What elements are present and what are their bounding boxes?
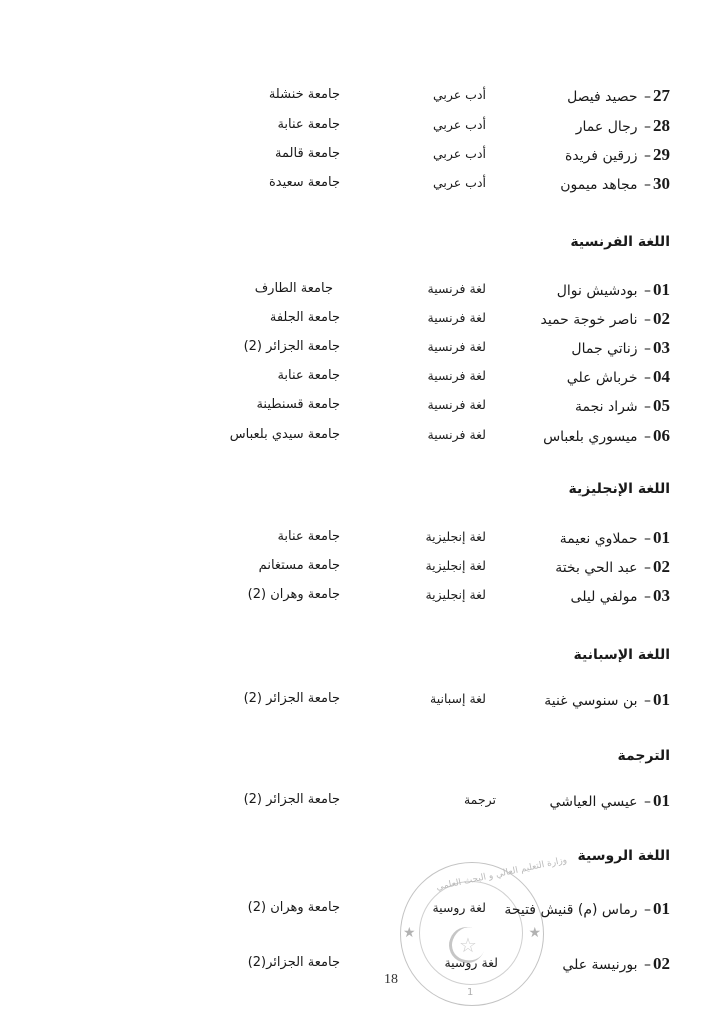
section-heading-translation: الترجمة (617, 748, 670, 764)
entry-university: جامعة قالمة (275, 146, 340, 161)
entry-university: جامعة وهران (2) (247, 900, 340, 915)
entry-specialty: أدب عربي (432, 117, 486, 132)
entry-name: 01– بن سنوسي غنية (544, 690, 670, 709)
list-item (0, 280, 718, 306)
entry-specialty: لغة إنجليزية (425, 587, 486, 602)
entry-name: 01– رماس (م) قنيش فتيحة (504, 899, 670, 918)
list-item (0, 690, 718, 716)
entry-specialty: أدب عربي (432, 175, 486, 190)
stamp-text: وزارة التعليم العالي و البحث العلمي (435, 855, 568, 893)
entry-name: 01– حملاوي نعيمة (559, 528, 670, 547)
entry-university: جامعة الجلفة (269, 310, 340, 325)
entry-university: جامعة الجزائر (2) (243, 691, 340, 706)
entry-specialty: أدب عربي (432, 146, 486, 161)
star-icon: ★ (528, 925, 541, 941)
entry-name: 04– خرباش علي (566, 367, 670, 386)
entry-specialty: لغة فرنسية (427, 427, 486, 442)
entry-name: 27– حصيد فيصل (567, 86, 670, 105)
official-stamp (400, 855, 568, 1006)
list-item (0, 954, 718, 980)
entry-name: 05– شراد نجمة (574, 396, 670, 415)
list-item (0, 396, 718, 422)
entry-specialty: ترجمة (463, 792, 496, 807)
list-item (0, 899, 718, 925)
entry-specialty: لغة إنجليزية (425, 529, 486, 544)
entry-name: 29– زرقين فريدة (565, 145, 670, 164)
list-item (0, 586, 718, 612)
entry-university: جامعة قسنطينة (256, 397, 340, 412)
entry-name: 01– بودشيش نوال (556, 280, 670, 299)
entry-specialty: لغة فرنسية (427, 339, 486, 354)
list-item (0, 116, 718, 142)
entry-specialty: لغة فرنسية (427, 397, 486, 412)
entry-name: 28– رجال عمار (575, 116, 670, 135)
entry-specialty: لغة فرنسية (427, 368, 486, 383)
list-item (0, 557, 718, 583)
entry-specialty: أدب عربي (432, 87, 486, 102)
entry-specialty: لغة إنجليزية (425, 558, 486, 573)
entry-name: 02– عبد الحي بختة (555, 557, 670, 576)
star-icon: ★ (403, 925, 416, 941)
entry-name: 02– ناصر خوجة حميد (540, 309, 670, 328)
entry-university: جامعة الجزائر(2) (247, 955, 340, 970)
list-item (0, 528, 718, 554)
list-item (0, 791, 718, 817)
entry-university: جامعة وهران (2) (247, 587, 340, 602)
entry-specialty: لغة إسبانية (430, 691, 486, 706)
section-heading-russian: اللغة الروسية (577, 848, 670, 864)
entry-university: جامعة الجزائر (2) (243, 339, 340, 354)
entry-university: جامعة الطارف (254, 281, 333, 296)
entry-university: جامعة مستغانم (258, 558, 340, 573)
entry-name: 06– ميسوري بلعباس (543, 426, 670, 445)
entry-name: 30– مجاهد ميمون (560, 174, 670, 193)
list-item (0, 174, 718, 200)
entry-university: جامعة عنابة (277, 529, 340, 544)
section-heading-english: اللغة الإنجليزية (568, 481, 670, 497)
entry-name: 03– زناتي جمال (571, 338, 670, 357)
list-item (0, 426, 718, 452)
stamp-number: 1 (467, 987, 474, 998)
entry-university: جامعة عنابة (277, 368, 340, 383)
entry-university: جامعة سعيدة (268, 175, 340, 190)
entry-university: جامعة الجزائر (2) (243, 792, 340, 807)
star-icon: ☆ (459, 933, 477, 957)
list-item (0, 338, 718, 364)
entry-specialty: لغة روسية (432, 900, 486, 915)
page-number: 18 (384, 972, 398, 987)
entry-university: جامعة سيدي بلعباس (229, 427, 340, 442)
entry-name: 01– عيسي العياشي (549, 791, 670, 810)
entry-specialty: لغة فرنسية (427, 281, 486, 296)
section-heading-spanish: اللغة الإسبانية (573, 647, 670, 663)
list-item (0, 367, 718, 393)
entry-specialty: لغة روسية (444, 955, 498, 970)
entry-university: جامعة عنابة (277, 117, 340, 132)
entry-name: 02– بورنيسة علي (562, 954, 670, 973)
entry-name: 03– مولفي ليلى (570, 586, 670, 605)
section-heading-french: اللغة الفرنسية (570, 234, 670, 250)
list-item (0, 145, 718, 171)
entry-specialty: لغة فرنسية (427, 310, 486, 325)
list-item (0, 86, 718, 112)
entry-university: جامعة خنشلة (268, 87, 340, 102)
list-item (0, 309, 718, 335)
